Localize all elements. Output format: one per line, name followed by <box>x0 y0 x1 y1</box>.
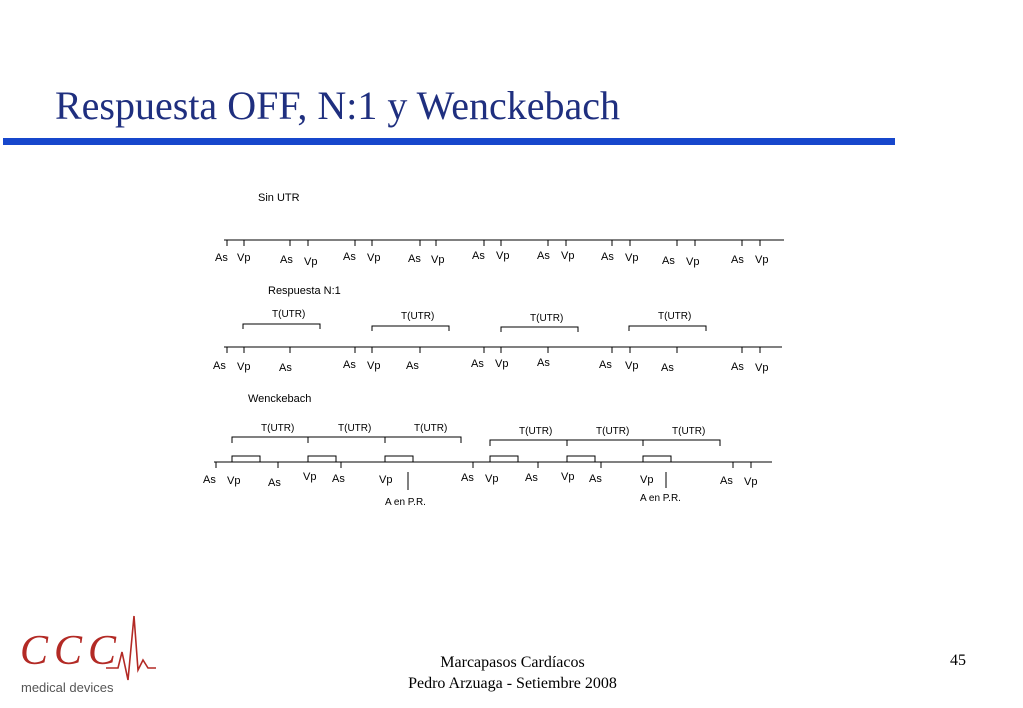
row1-event-label: Vp <box>686 256 700 268</box>
row1-event-label: As <box>408 253 421 265</box>
page-number: 45 <box>950 652 966 669</box>
utr-label: T(UTR) <box>530 313 564 324</box>
apr-label: A en P.R. <box>640 493 681 504</box>
row2-event-label: As <box>731 361 744 373</box>
row2-event-label: As <box>471 358 484 370</box>
row1-event-label: Vp <box>367 252 381 264</box>
row1-event-label: Vp <box>431 254 445 266</box>
company-logo <box>18 612 158 700</box>
row2-event-label: As <box>661 362 674 374</box>
pr-box <box>643 456 671 462</box>
slide-title: Respuesta OFF, N:1 y Wenckebach <box>55 83 620 128</box>
label-respuesta: Respuesta N:1 <box>268 285 341 297</box>
row3-event-label: As <box>332 473 345 485</box>
utr-label: T(UTR) <box>596 426 630 437</box>
row3-event-label: As <box>268 477 281 489</box>
row2-event-label: Vp <box>625 360 639 372</box>
row2-event-label: Vp <box>237 361 251 373</box>
row2-event-label: As <box>279 362 292 374</box>
pr-box <box>232 456 260 462</box>
logo-mark: CCC <box>20 628 123 674</box>
pr-box <box>385 456 413 462</box>
row3-event-label: As <box>203 474 216 486</box>
row1-event-label: Vp <box>625 252 639 264</box>
row1-event-label: As <box>731 254 744 266</box>
apr-label: A en P.R. <box>385 497 426 508</box>
footer-line-2: Pedro Arzuaga - Setiembre 2008 <box>408 675 617 692</box>
utr-bracket <box>501 327 578 332</box>
row2-event-label: As <box>213 360 226 372</box>
utr-label: T(UTR) <box>338 423 372 434</box>
utr-label: T(UTR) <box>414 423 448 434</box>
row3-event-label: Vp <box>640 474 654 486</box>
utr-bracket <box>308 437 385 443</box>
utr-bracket <box>629 326 706 331</box>
pr-box <box>308 456 336 462</box>
row-wenckebach <box>203 423 772 508</box>
row1-event-label: Vp <box>304 256 318 268</box>
utr-bracket <box>490 440 567 446</box>
row3-event-label: Vp <box>561 471 575 483</box>
footer <box>380 652 645 694</box>
utr-bracket <box>567 440 643 446</box>
row2-event-label: Vp <box>367 360 381 372</box>
row1-event-label: As <box>537 250 550 262</box>
row1-event-label: Vp <box>755 254 769 266</box>
utr-bracket <box>232 437 308 443</box>
footer-line-1: Marcapasos Cardíacos <box>440 654 585 671</box>
row3-event-label: As <box>461 472 474 484</box>
row3-event-label: Vp <box>485 473 499 485</box>
row1-event-label: As <box>662 255 675 267</box>
row3-event-label: As <box>589 473 602 485</box>
row1-event-label: Vp <box>237 252 251 264</box>
row1-event-label: As <box>280 254 293 266</box>
row1-event-label: As <box>472 250 485 262</box>
row-sin-utr <box>215 240 784 268</box>
utr-bracket <box>243 324 320 329</box>
utr-bracket <box>643 440 720 446</box>
logo-subtitle: medical devices <box>21 680 114 695</box>
row1-event-label: As <box>215 252 228 264</box>
row3-event-label: Vp <box>379 474 393 486</box>
utr-label: T(UTR) <box>272 309 306 320</box>
row2-event-label: As <box>537 357 550 369</box>
row2-event-label: As <box>343 359 356 371</box>
row1-event-label: As <box>343 251 356 263</box>
utr-label: T(UTR) <box>658 311 692 322</box>
utr-bracket <box>372 326 449 331</box>
row1-event-label: As <box>601 251 614 263</box>
pr-box <box>490 456 518 462</box>
row2-event-label: Vp <box>495 358 509 370</box>
label-wenckebach: Wenckebach <box>248 393 312 405</box>
utr-label: T(UTR) <box>401 311 435 322</box>
utr-label: T(UTR) <box>672 426 706 437</box>
row1-event-label: Vp <box>496 250 510 262</box>
row-respuesta-n1 <box>213 309 782 374</box>
row3-event-label: As <box>525 472 538 484</box>
row3-event-label: As <box>720 475 733 487</box>
row2-event-label: As <box>406 360 419 372</box>
pr-box <box>567 456 595 462</box>
row3-event-label: Vp <box>744 476 758 488</box>
label-sin-utr: Sin UTR <box>258 192 300 204</box>
row2-event-label: As <box>599 359 612 371</box>
row3-event-label: Vp <box>227 475 241 487</box>
utr-label: T(UTR) <box>519 426 553 437</box>
utr-bracket <box>385 437 461 443</box>
utr-label: T(UTR) <box>261 423 295 434</box>
row3-event-label: Vp <box>303 471 317 483</box>
row1-event-label: Vp <box>561 250 575 262</box>
row2-event-label: Vp <box>755 362 769 374</box>
